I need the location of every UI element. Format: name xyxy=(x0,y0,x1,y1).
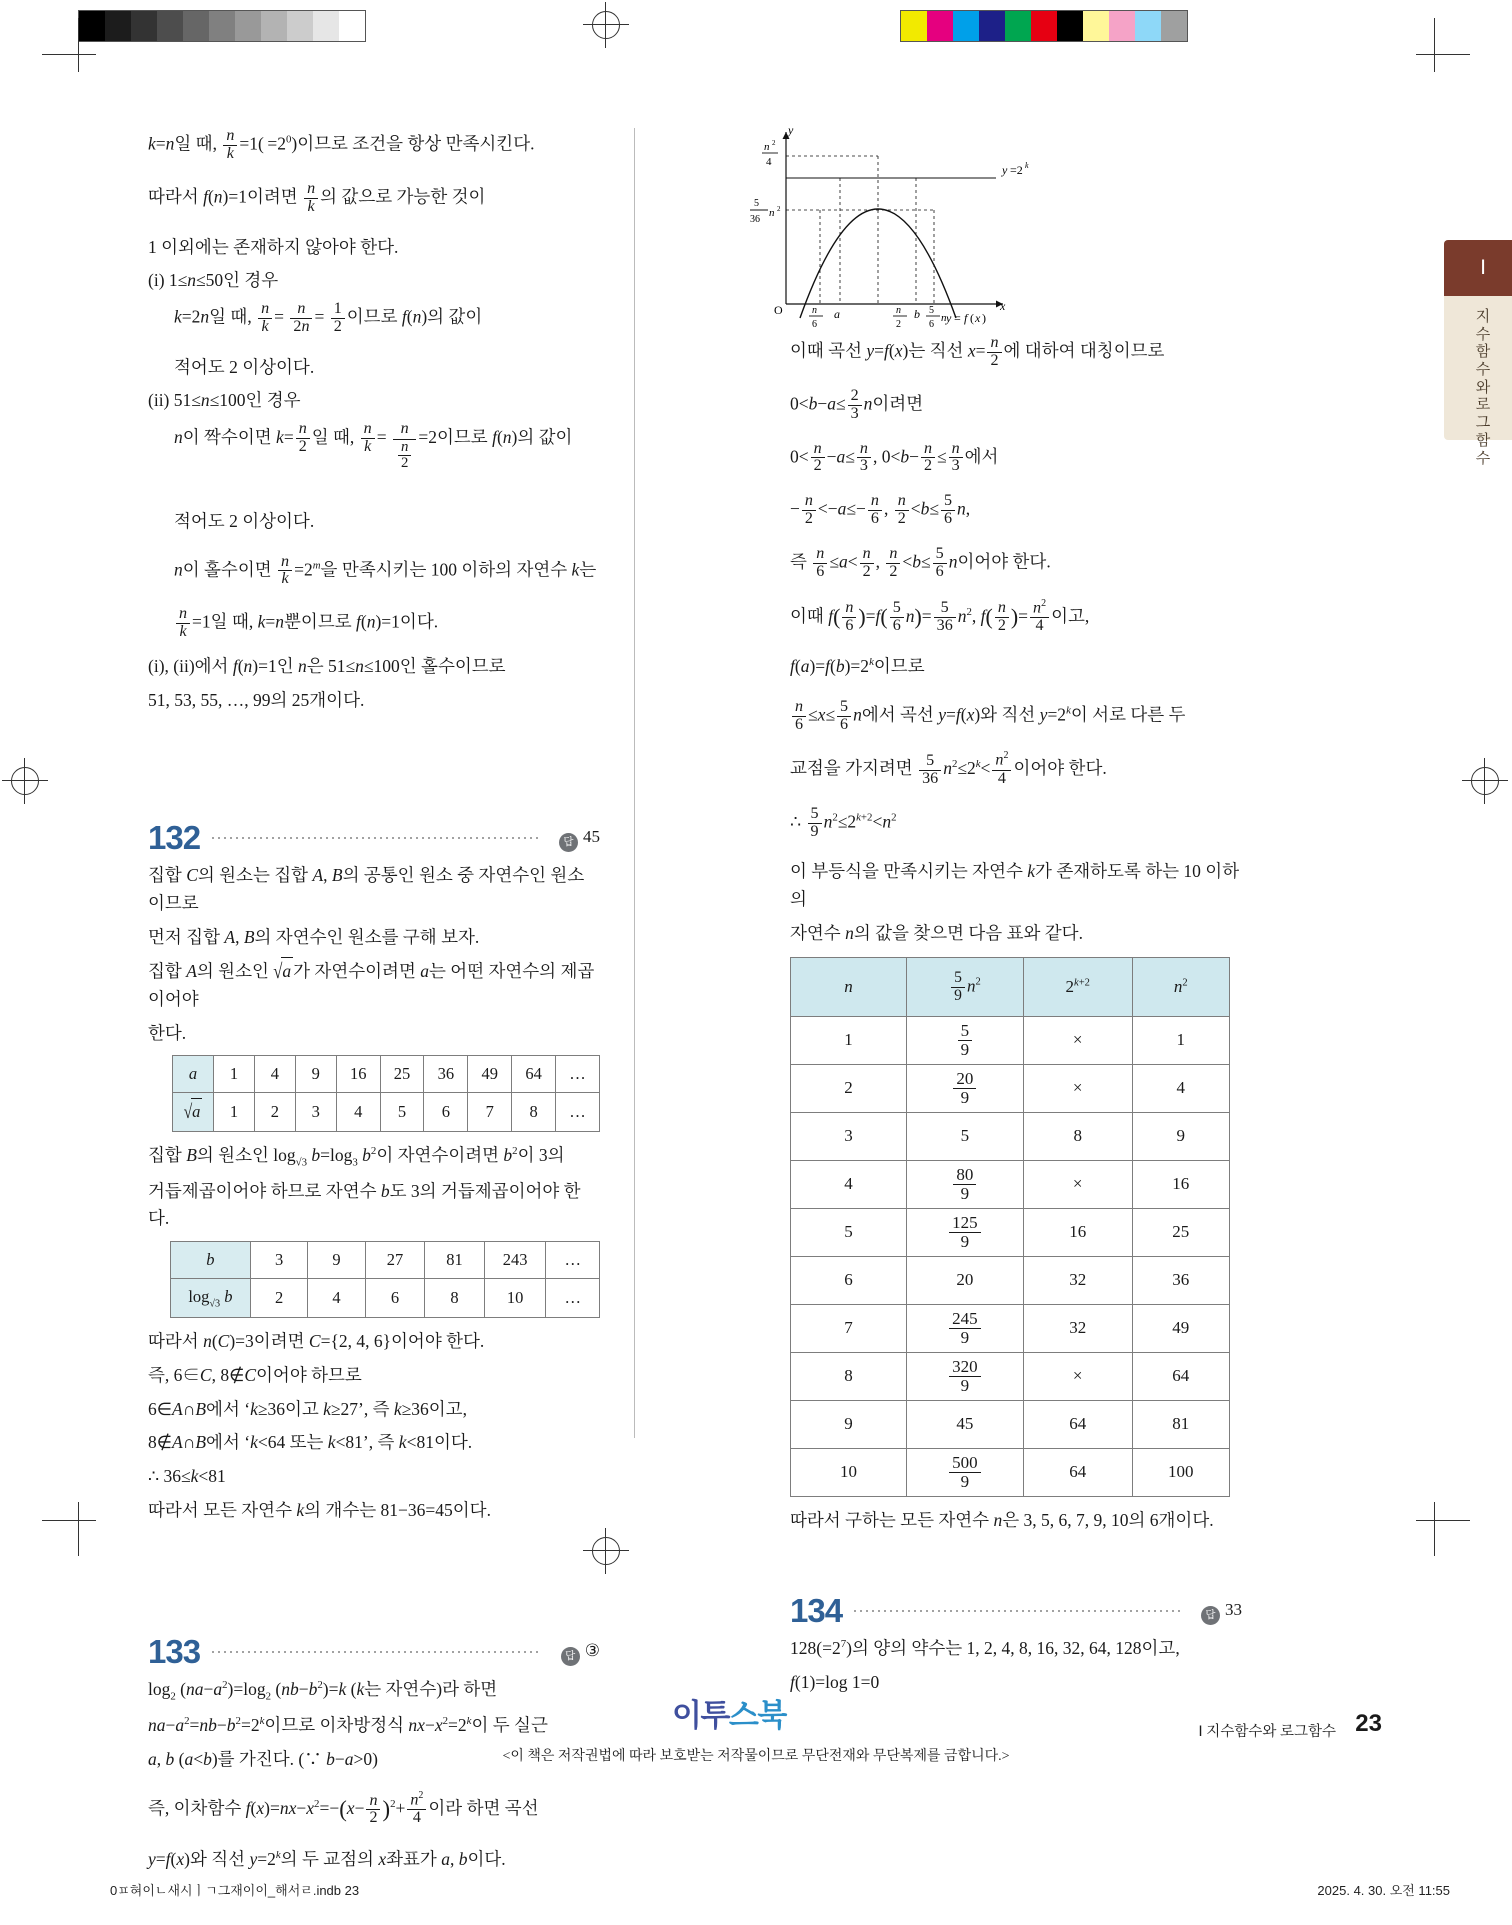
copyright-notice: <이 책은 저작권법에 따라 보호받는 저작물이므로 무단전재와 무단복제를 금합니다.> xyxy=(502,1749,1010,1764)
solution-line: n이 홀수이면 $\frac{n}{k}$ $=2^m$을 만족시키는 100 이하의 자연수 k는 xyxy=(174,552,597,588)
cell: … xyxy=(546,1241,600,1278)
cell-whole: 5 xyxy=(906,1113,1023,1161)
solution-line: f(1)=log 1=0 xyxy=(790,1671,880,1692)
row-header-sqrt-a: √a xyxy=(173,1093,214,1132)
solution-line: 따라서 f(n)=1이려면 $\frac{n}{k}$ 의 값으로 가능한 것이 xyxy=(148,179,486,215)
cell: 7 xyxy=(468,1093,512,1132)
svg-text:4: 4 xyxy=(766,156,772,168)
cell-n: 7 xyxy=(791,1305,907,1353)
row-header-b: b xyxy=(171,1241,251,1278)
cell-pow: 64 xyxy=(1023,1449,1132,1497)
publisher-logo xyxy=(672,1690,786,1735)
solution-line: 6∈A∩B에서 ‘k≥36이고 k≥27’, 즉 k≥36이고, xyxy=(148,1398,467,1419)
row-header-log-b: $\log_{√3} b$ xyxy=(171,1279,251,1318)
cell: 27 xyxy=(365,1241,425,1278)
cell-whole: 45 xyxy=(906,1401,1023,1449)
cell: 25 xyxy=(380,1056,424,1093)
svg-text:b: b xyxy=(914,307,920,321)
main-results-table xyxy=(790,957,1230,1497)
solution-line: ∴ 36≤k<81 xyxy=(148,1466,226,1487)
answer-badge xyxy=(561,1638,600,1666)
cell-frac: $\frac{500}{9}$ xyxy=(906,1449,1023,1497)
cell: 16 xyxy=(336,1056,380,1093)
solution-line: ∴ $\frac{5}{9}$ $n^2\le 2^{k+2}<n^2$ xyxy=(790,804,897,840)
solution-line: $128(=2^7)$의 양의 약수는 1, 2, 4, 8, 16, 32, 64, 128이고, xyxy=(790,1637,1180,1658)
cell-n: 10 xyxy=(791,1449,907,1497)
cell-n: 2 xyxy=(791,1065,907,1113)
col-header-nsq: $n^2$ xyxy=(1132,958,1229,1017)
cell: … xyxy=(546,1279,600,1318)
table-row xyxy=(791,1257,1230,1305)
svg-text:x: x xyxy=(1000,299,1006,313)
answer-badge xyxy=(559,824,600,852)
cell: 9 xyxy=(295,1056,336,1093)
solution-line: 따라서 n(C)=3이려면 C={2, 4, 6}이어야 한다. xyxy=(148,1331,485,1352)
answer-value: 33 xyxy=(1225,1599,1242,1619)
solution-line: $na-a^2=nb-b^2=2^k$이므로 이차방정식 $nx-x^2=2^k$이 두 실근 xyxy=(148,1714,548,1735)
solution-line: $\log_2 (na-a^2)=\log_2$ $(nb-b^2)=k$ (k는 자연수)라 하면 xyxy=(148,1679,498,1703)
cell: 243 xyxy=(484,1241,546,1278)
cell: 6 xyxy=(424,1093,468,1132)
answer-value: 45 xyxy=(583,827,600,847)
svg-text:a: a xyxy=(834,307,840,321)
cell-n: 4 xyxy=(791,1161,907,1209)
svg-text:y: y xyxy=(946,311,952,325)
table-row xyxy=(791,1161,1230,1209)
solution-line: k=2n일 때, $\frac{n}{k}$ = $\frac{n}{2n}$ = $\frac{1}{2}$ 이므로 f(n)의 값이 xyxy=(174,299,483,335)
problem-header-133 xyxy=(148,1626,600,1671)
cell-pow: × xyxy=(1023,1017,1132,1065)
cell: 3 xyxy=(250,1241,307,1278)
cell-nsq: 4 xyxy=(1132,1065,1229,1113)
cell: 49 xyxy=(468,1056,512,1093)
cell-pow: × xyxy=(1023,1065,1132,1113)
cell-nsq: 36 xyxy=(1132,1257,1229,1305)
answer-icon: 답 xyxy=(1201,1606,1220,1625)
table-row xyxy=(173,1056,600,1093)
header-dotted-rule xyxy=(210,1651,538,1653)
solution-line: 집합 B의 원소인 $\log_{√3} b=\log_3$ $b^2$이 자연수이려면 $b^2$이 3의 xyxy=(148,1145,565,1169)
svg-text:n: n xyxy=(896,305,901,316)
solution-line: 집합 A의 원소인 √a 가 자연수이려면 a는 어떤 자연수의 제곱이어야 xyxy=(148,957,600,1013)
svg-text:x: x xyxy=(975,311,981,325)
solution-line: 0< $\frac{n}{2}$ −a≤ $\frac{n}{3}$ , 0<b− $\frac{n}{2}$ ≤ $\frac{n}{3}$ 에서 xyxy=(790,439,999,475)
solution-line: 이 부등식을 만족시키는 자연수 k가 존재하도록 하는 10 이하의 xyxy=(790,861,1240,910)
col-header-two-pow: $2^{k+2}$ xyxy=(1023,958,1132,1017)
table-row xyxy=(791,1017,1230,1065)
cell: 4 xyxy=(308,1279,365,1318)
solution-line: 적어도 2 이상이다. xyxy=(174,510,315,531)
cell: 10 xyxy=(484,1279,546,1318)
solution-line: 따라서 모든 자연수 k의 개수는 81−36=45이다. xyxy=(148,1499,491,1520)
header-dotted-rule xyxy=(852,1610,1180,1612)
solution-line: 즉, 6∈C, 8∉C이어야 하므로 xyxy=(148,1365,362,1386)
solution-line: (i), (ii)에서 f(n)=1인 n은 51≤n≤100인 홀수이므로 xyxy=(148,656,506,677)
side-index-tab-number: Ⅰ xyxy=(1480,257,1486,279)
side-index-tab-header xyxy=(1444,240,1512,296)
cell-frac: $\frac{245}{9}$ xyxy=(906,1305,1023,1353)
svg-text:n: n xyxy=(941,312,947,324)
solution-line: $f(a)=f(b)=2^k$이므로 xyxy=(790,656,925,677)
solution-line: 집합 C의 원소는 집합 A, B의 공통인 원소 중 자연수인 원소이므로 xyxy=(148,865,585,914)
left-column xyxy=(148,128,600,1879)
svg-text:): ) xyxy=(982,311,986,325)
problem-number: 134 xyxy=(790,1591,843,1629)
cell-n: 6 xyxy=(791,1257,907,1305)
cell: 8 xyxy=(425,1279,485,1318)
table-row xyxy=(791,1305,1230,1353)
svg-text:=2: =2 xyxy=(1010,163,1023,177)
solution-line: 적어도 2 이상이다. xyxy=(174,356,315,377)
cell: 9 xyxy=(308,1241,365,1278)
svg-text:k: k xyxy=(1025,161,1029,170)
conclusion-line: 따라서 구하는 모든 자연수 n은 3, 5, 6, 7, 9, 10의 6개이다. xyxy=(790,1510,1214,1531)
table-row xyxy=(171,1241,600,1278)
cell-n: 1 xyxy=(791,1017,907,1065)
svg-text:O: O xyxy=(774,303,783,317)
cell: 1 xyxy=(214,1056,255,1093)
cell-n: 5 xyxy=(791,1209,907,1257)
cell-frac: $\frac{5}{9}$ xyxy=(906,1017,1023,1065)
cell: 1 xyxy=(214,1093,255,1132)
svg-text:5: 5 xyxy=(929,305,934,316)
solution-line: − $\frac{n}{2}$ <−a≤− $\frac{n}{6}$ , $\frac{n}{2}$ <b≤ $\frac{5}{6}$ n, xyxy=(790,492,971,528)
solution-line: n이 짝수이면 k= $\frac{n}{2}$ 일 때, $\frac{n}{k}$ = $\frac{n}{\frac{n}{2}}$ =2이므로 f(n)의 값이 xyxy=(174,419,573,472)
table-row xyxy=(791,1209,1230,1257)
cell-nsq: 49 xyxy=(1132,1305,1229,1353)
cell: … xyxy=(556,1093,600,1132)
solution-line: y=f(x)와 직선 $y=2^k$의 두 교점의 x좌표가 a, b이다. xyxy=(148,1848,506,1869)
solution-line: 거듭제곱이어야 하므로 자연수 b도 3의 거듭제곱이어야 한다. xyxy=(148,1180,581,1229)
table-row xyxy=(173,1093,600,1132)
chapter-footer: Ⅰ 지수함수와 로그함수 xyxy=(1198,1724,1336,1740)
cell-pow: × xyxy=(1023,1353,1132,1401)
cell: 4 xyxy=(254,1056,295,1093)
cell: 81 xyxy=(425,1241,485,1278)
solution-line: 먼저 집합 A, B의 자연수인 원소를 구해 보자. xyxy=(148,926,480,947)
svg-text:2: 2 xyxy=(896,319,901,330)
problem-number: 132 xyxy=(148,819,201,857)
cell-nsq: 64 xyxy=(1132,1353,1229,1401)
cell: 3 xyxy=(295,1093,336,1132)
solution-line: 0<b−a≤ $\frac{2}{3}$ n이려면 xyxy=(790,386,924,422)
answer-icon: 답 xyxy=(561,1647,580,1666)
solution-line: $\frac{n}{6}$ ≤x≤ $\frac{5}{6}$ n에서 곡선 y=f(x)와 직선 $y=2^k$이 서로 다른 두 xyxy=(790,699,1242,734)
print-timestamp-footer: 2025. 4. 30. 오전 11:55 xyxy=(1317,1883,1450,1898)
cell-nsq: 100 xyxy=(1132,1449,1229,1497)
cell-frac: $\frac{80}{9}$ xyxy=(906,1161,1023,1209)
cell: 4 xyxy=(336,1093,380,1132)
svg-text:6: 6 xyxy=(929,319,934,330)
cell: 2 xyxy=(254,1093,295,1132)
table-row xyxy=(791,1449,1230,1497)
page-number: 23 xyxy=(1355,1710,1382,1737)
solution-line: 8∉A∩B에서 ‘k<64 또는 k<81’, 즉 k<81이다. xyxy=(148,1432,473,1453)
solution-line: 교점을 가지려면 $\frac{5}{36}$ $n^2\le 2^k<$ $\frac{n^2}{4}$ 이어야 한다. xyxy=(790,750,1107,787)
svg-text:y: y xyxy=(788,123,794,137)
svg-text:2: 2 xyxy=(777,205,781,213)
cell-whole: 20 xyxy=(906,1257,1023,1305)
cell-frac: $\frac{125}{9}$ xyxy=(906,1209,1023,1257)
solution-line: a, b (a<b)를 가진다. (∵ b−a>0) xyxy=(148,1748,378,1769)
answer-icon: 답 xyxy=(559,833,578,852)
cell: 36 xyxy=(424,1056,468,1093)
cell-pow: 8 xyxy=(1023,1113,1132,1161)
svg-text:2: 2 xyxy=(772,139,776,147)
svg-text:n: n xyxy=(769,207,775,219)
svg-text:(: ( xyxy=(970,311,974,325)
cell: 6 xyxy=(365,1279,425,1318)
answer-value: ③ xyxy=(584,1641,600,1661)
svg-text:=: = xyxy=(954,311,961,325)
cell-frac: $\frac{20}{9}$ xyxy=(906,1065,1023,1113)
indesign-file-footer: 0ㅍ혀이ㄴ새시ㅣㄱ그재이이_해서ㄹ.indb 23 xyxy=(110,1883,360,1898)
svg-text:f: f xyxy=(964,311,968,325)
cell: 64 xyxy=(512,1056,556,1093)
row-header-a: a xyxy=(173,1056,214,1093)
answer-badge xyxy=(1201,1597,1242,1625)
table-a xyxy=(172,1055,600,1132)
cell-n: 3 xyxy=(791,1113,907,1161)
svg-text:n: n xyxy=(764,141,770,153)
col-header-five-ninths-nsq: $\frac{5}{9}$ $n^2$ xyxy=(906,958,1023,1017)
solution-line: 1 이외에는 존재하지 않아야 한다. xyxy=(148,236,399,257)
table-row xyxy=(791,1401,1230,1449)
cell-n: 9 xyxy=(791,1401,907,1449)
logo-text-b: 스북 xyxy=(728,1698,786,1733)
cell-nsq: 81 xyxy=(1132,1401,1229,1449)
cell: 2 xyxy=(250,1279,307,1318)
cell: 8 xyxy=(512,1093,556,1132)
header-dotted-rule xyxy=(210,837,538,839)
cell-pow: × xyxy=(1023,1161,1132,1209)
table-row xyxy=(791,1065,1230,1113)
solution-line: 51, 53, 55, …, 99의 25개이다. xyxy=(148,689,365,710)
svg-text:6: 6 xyxy=(812,319,817,330)
solution-case-i: (i) 1≤n≤50인 경우 xyxy=(148,270,279,291)
svg-text:n: n xyxy=(812,305,817,316)
table-b xyxy=(170,1241,600,1319)
cell: … xyxy=(556,1056,600,1093)
logo-text-a: 이투 xyxy=(672,1698,729,1733)
parabola-figure xyxy=(748,122,1048,332)
cell-pow: 32 xyxy=(1023,1257,1132,1305)
cell-nsq: 1 xyxy=(1132,1017,1229,1065)
svg-text:36: 36 xyxy=(750,214,760,225)
solution-case-ii: (ii) 51≤n≤100인 경우 xyxy=(148,390,301,411)
cell-n: 8 xyxy=(791,1353,907,1401)
problem-header-134 xyxy=(790,1585,1242,1627)
cell-nsq: 16 xyxy=(1132,1161,1229,1209)
cell-pow: 32 xyxy=(1023,1305,1132,1353)
solution-line: 자연수 n의 값을 찾으면 다음 표와 같다. xyxy=(790,922,1083,943)
problem-number: 133 xyxy=(148,1633,201,1671)
cell-pow: 64 xyxy=(1023,1401,1132,1449)
table-row xyxy=(791,1113,1230,1161)
side-index-tab-label: 지수함수와 로그함수 xyxy=(1475,308,1491,467)
svg-text:y: y xyxy=(1002,163,1008,177)
table-row xyxy=(171,1279,600,1318)
solution-line: 이때 f( $\frac{n}{6}$ )=f( $\frac{5}{6}$ n)= $\frac{5}{36}$ $n^2$, f( $\frac{n}{2}$ )= $\frac{n^2}{4}$ 이고, xyxy=(790,597,1090,635)
solution-line: 한다. xyxy=(148,1022,187,1043)
cell-frac: $\frac{320}{9}$ xyxy=(906,1353,1023,1401)
solution-line: $\frac{n}{k}$ =1일 때, k=n뿐이므로 f(n)=1이다. xyxy=(174,606,600,641)
solution-line: 즉, 이차함수 $f(x)=nx-x^2=-(x-$ $\frac{n}{2}$ )$^2$+ $\frac{n^2}{4}$ 이라 하면 곡선 xyxy=(148,1790,539,1827)
table-header-row xyxy=(791,958,1230,1017)
cell-pow: 16 xyxy=(1023,1209,1132,1257)
column-divider xyxy=(634,128,635,1438)
cell-nsq: 9 xyxy=(1132,1113,1229,1161)
solution-line: 이때 곡선 y=f(x)는 직선 x= $\frac{n}{2}$ 에 대하여 대칭이므로 xyxy=(790,334,1165,369)
cell-nsq: 25 xyxy=(1132,1209,1229,1257)
solution-line: 즉 $\frac{n}{6}$ ≤a< $\frac{n}{2}$ , $\frac{n}{2}$ <b≤ $\frac{5}{6}$ n이어야 한다. xyxy=(790,545,1051,581)
table-row xyxy=(791,1353,1230,1401)
solution-line: k=n일 때, $\frac{n}{k}$ $=1( =2^0)$이므로 조건을 항상 만족시킨다. xyxy=(148,127,535,162)
cell: 5 xyxy=(380,1093,424,1132)
svg-text:5: 5 xyxy=(754,198,759,209)
col-header-n: n xyxy=(791,958,907,1017)
problem-header-132 xyxy=(148,812,600,857)
right-column xyxy=(790,335,1242,1702)
